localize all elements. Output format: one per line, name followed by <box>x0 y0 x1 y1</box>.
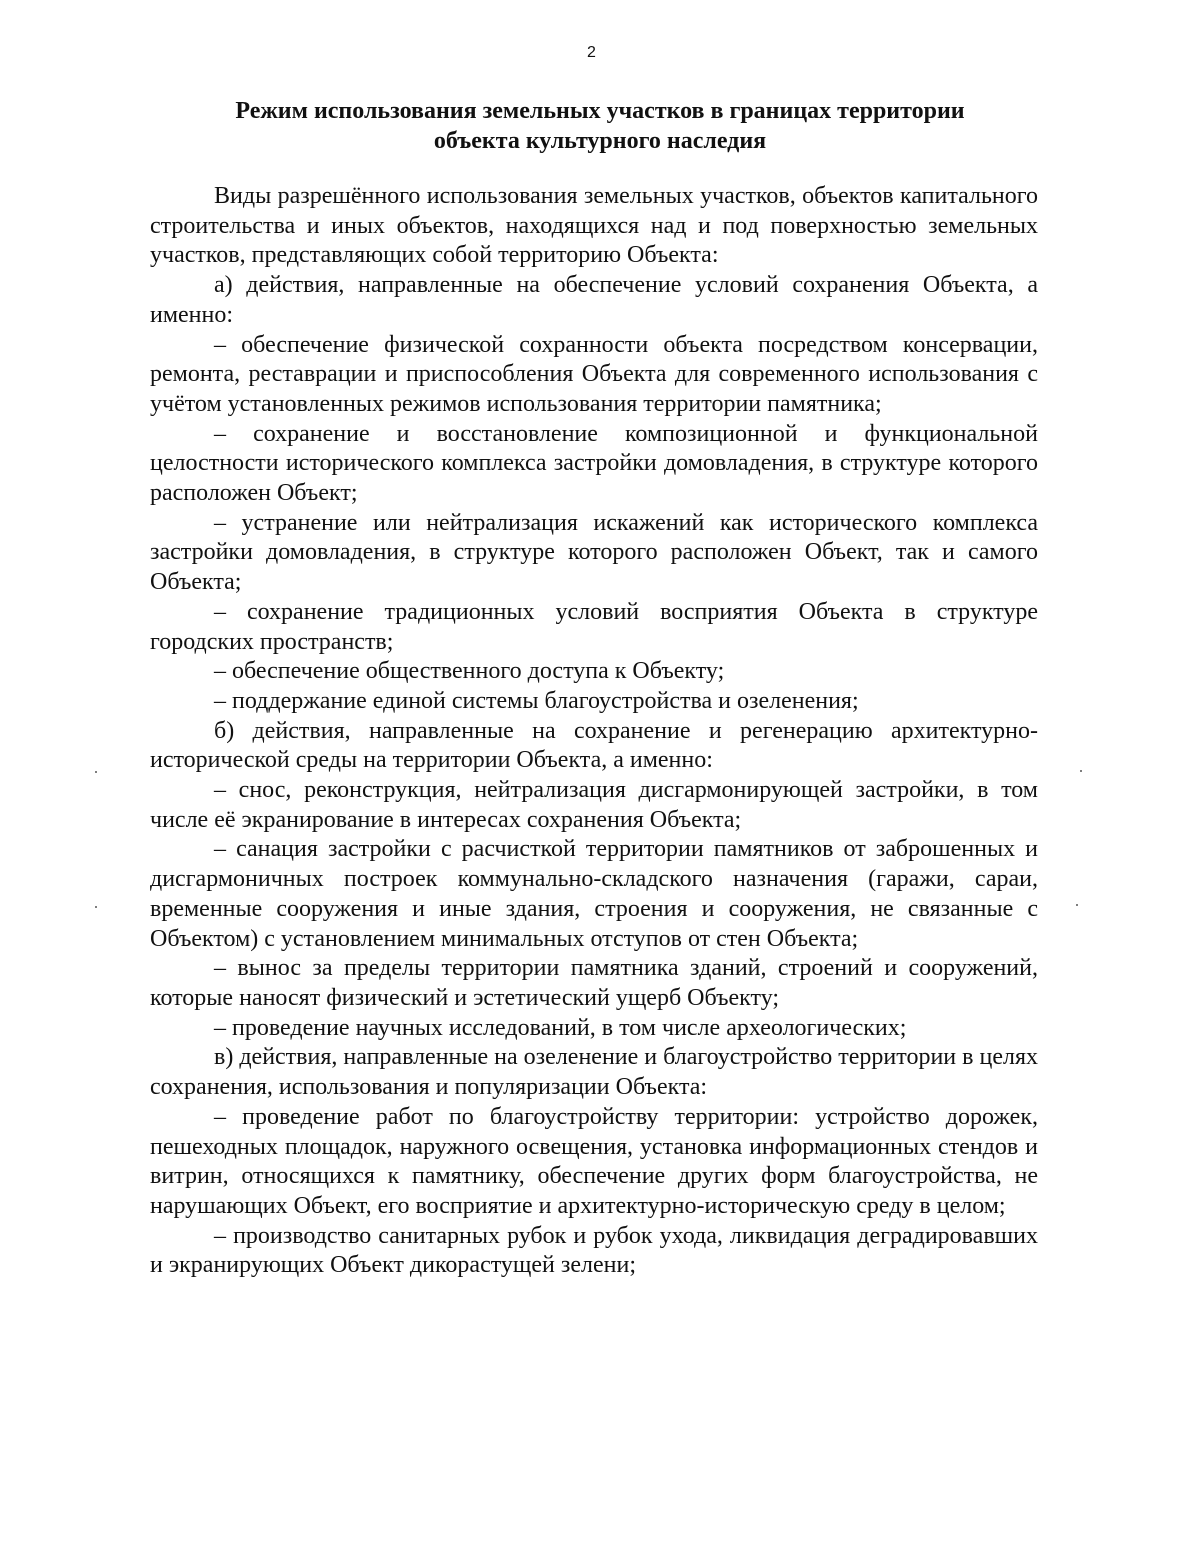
list-item: – снос, реконструкция, нейтрализация дисгармонирующей застройки, в том числе её экранирование в интересах сохранения Объекта; <box>150 777 1038 833</box>
list-item: – обеспечение физической сохранности объекта посредством консервации, ремонта, реставрации и приспособления Объекта для современного использования с учётом установленных режимов использования территории памятника; <box>150 331 1038 417</box>
list-item: – производство санитарных рубок и рубок ухода, ликвидация деградировавших и экранирующих Объект дикорастущей зелени; <box>150 1222 1038 1279</box>
title-line-2: объекта культурного наследия <box>433 128 767 154</box>
list-item: – поддержание единой системы благоустройства и озеленения; <box>214 687 859 714</box>
list-item: – сохранение традиционных условий восприятия Объекта в структуре городских пространств; <box>150 598 1038 655</box>
paragraph-intro: Виды разрешённого использования земельных участков, объектов капитального строительства и иных объектов, находящихся над и под поверхностью земельных участков, представляющих собой территорию Объекта: <box>150 183 1038 269</box>
document-title <box>160 96 1040 156</box>
list-item: – проведение научных исследований, в том числе археологических; <box>214 1014 907 1041</box>
list-item: – проведение работ по благоустройству территории: устройство дорожек, пешеходных площадок, наружного освещения, установка информационных стендов и витрин, относящихся к памятнику, обеспечение других форм благоустройства, не нарушающих Объект, его восприятие и архитектурно-историческую среду в целом; <box>150 1103 1038 1219</box>
list-item: – сохранение и восстановление композиционной и функциональной целостности исторического комплекса застройки домовладения, в структуре которого расположен Объект; <box>150 420 1038 507</box>
paragraph-section-a: а) действия, направленные на обеспечение условий сохранения Объекта, а именно: <box>150 272 1038 328</box>
scan-speck <box>1080 770 1082 772</box>
list-item: – устранение или нейтрализация искажений как исторического комплекса застройки домовладения, в структуре которого расположен Объект, так и самого Объекта; <box>150 509 1038 596</box>
title-line-1: Режим использования земельных участков в границах территории <box>235 98 965 124</box>
list-item: – обеспечение общественного доступа к Объекту; <box>214 658 725 685</box>
scan-speck <box>95 906 97 908</box>
scan-speck <box>1076 904 1078 906</box>
document-body <box>150 182 1038 1281</box>
paragraph-section-b: б) действия, направленные на сохранение и регенерацию архитектурно-исторической среды на территории Объекта, а именно: <box>150 717 1038 774</box>
paragraph-section-v: в) действия, направленные на озеленение и благоустройство территории в целях сохранения, использования и популяризации Объекта: <box>150 1044 1038 1101</box>
page-number: 2 <box>587 44 596 61</box>
list-item: – санация застройки с расчисткой территории памятников от заброшенных и дисгармоничных построек коммунально-складского назначения (гаражи, сараи, временные сооружения и иные здания, строения и сооружения, не связанные с Объектом) с установлением минимальных отступов от стен Объекта; <box>150 836 1038 952</box>
list-item: – вынос за пределы территории памятника зданий, строений и сооружений, которые наносят физический и эстетический ущерб Объекту; <box>150 955 1038 1011</box>
scan-speck <box>95 771 97 773</box>
